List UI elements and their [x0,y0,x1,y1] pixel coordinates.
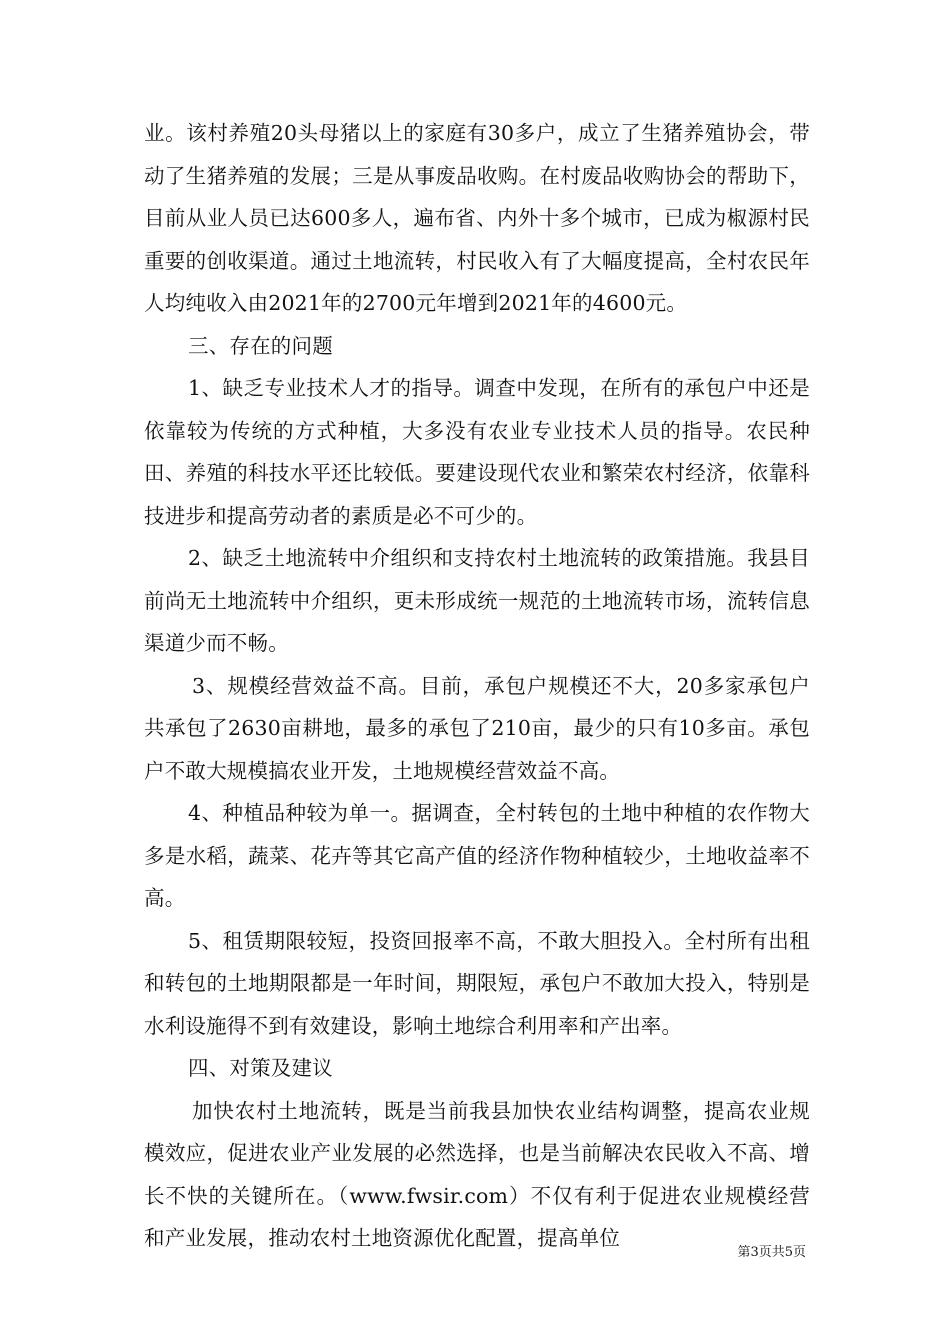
paragraph-problem-4: 4、种植品种较为单一。据调查，全村转包的土地中种植的农作物大多是水稻，蔬菜、花卉等其它高产值的经济作物种植较少，土地收益率不高。 [144,801,810,910]
document-body [144,112,810,1260]
paragraph-suggestions: 加快农村土地流转，既是当前我县加快农业结构调整，提高农业规模效应，促进农业产业发展的必然选择，也是当前解决农民收入不高、增长不快的关键所在。（www.fwsir.com）不仅有利于促进农业规模经营和产业发展，推动农村土地资源优化配置，提高单位 [144,1098,810,1250]
paragraph-problem-2: 2、缺乏土地流转中介组织和支持农村土地流转的政策措施。我县目前尚无土地流转中介组织，更未形成统一规范的土地流转市场，流转信息渠道少而不畅。 [144,546,810,655]
section-heading-suggestions: 四、对策及建议 [188,1056,333,1080]
paragraph-problem-5: 5、租赁期限较短，投资回报率不高，不敢大胆投入。全村所有出租和转包的土地期限都是一年时间，期限短，承包户不敢加大投入，特别是水利设施得不到有效建设，影响土地综合利用率和产出率。 [144,928,810,1038]
paragraph-problem-1: 1、缺乏专业技术人才的指导。调查中发现，在所有的承包户中还是依靠较为传统的方式种植，大多没有农业专业技术人员的指导。农民种田、养殖的科技水平还比较低。要建设现代农业和繁荣农村经济，依靠科技进步和提高劳动者的素质是必不可少的。 [144,376,810,528]
paragraph-income-summary: 业。该村养殖20头母猪以上的家庭有30多户，成立了生猪养殖协会，带动了生猪养殖的发展；三是从事废品收购。在村废品收购协会的帮助下，目前从业人员已达600多人，遍布省、内外十多个城市，已成为椒源村民重要的创收渠道。通过土地流转，村民收入有了大幅度提高，全村农民年人均纯收入由2021年的2700元年增到2021年的4600元。 [144,121,810,315]
section-heading-problems: 三、存在的问题 [188,333,333,358]
paragraph-problem-3: 3、规模经营效益不高。目前，承包户规模还不大，20多家承包户共承包了2630亩耕地，最多的承包了210亩，最少的只有10多亩。承包户不敢大规模搞农业开发，土地规模经营效益不高。 [144,673,810,783]
page-number: 第3页共5页 [737,1245,806,1260]
